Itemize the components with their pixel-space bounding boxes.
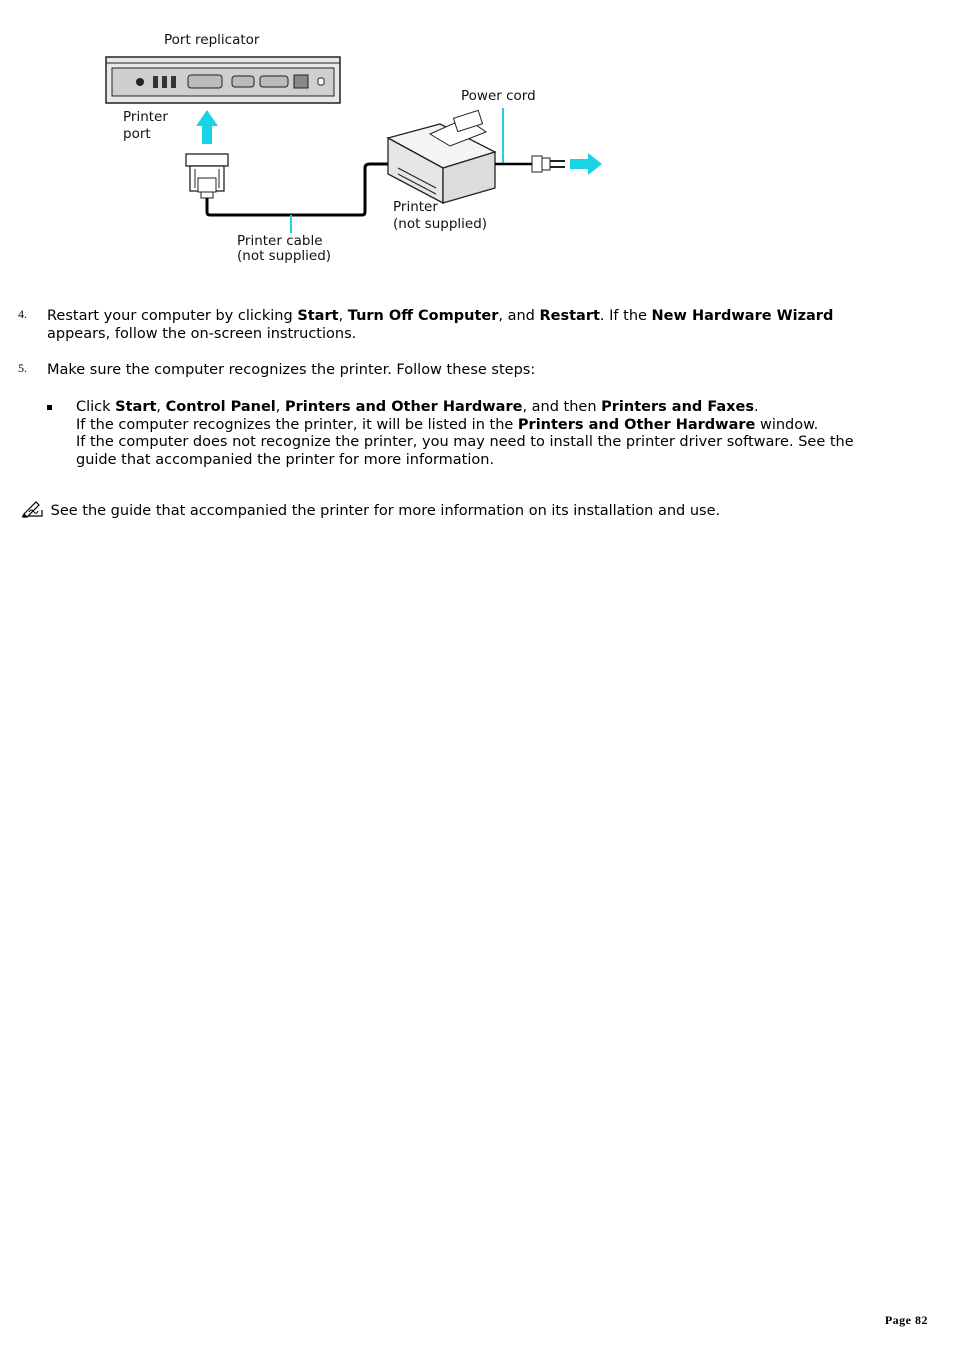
step-number: 4. xyxy=(18,307,27,321)
turn-off-computer-term: Turn Off Computer xyxy=(347,308,499,324)
printer-connection-figure xyxy=(100,28,620,273)
plug-icon xyxy=(532,156,565,172)
printers-faxes-term: Printers and Faxes xyxy=(601,399,754,415)
step-text: Make sure the computer recognizes the printer. Follow these steps: xyxy=(47,362,536,378)
power-cord-label: Power cord xyxy=(461,88,536,104)
step-text: Restart your computer by clicking Start, Turn Off Computer, and Restart. If the New Hardware Wizard appears, follow the on-screen instructions. xyxy=(47,308,834,342)
new-hardware-wizard-term: New Hardware Wizard xyxy=(651,308,834,324)
printers-hardware-term: Printers and Other Hardware xyxy=(285,399,523,415)
cable-not-supplied-label: (not supplied) xyxy=(237,248,332,264)
printer-drawing xyxy=(388,110,495,203)
substep-text: Click Start, Control Panel, Printers and Other Hardware, and then Printers and Faxes. If the computer recognizes the printer, it will be listed in the Printers and Other Hardware window. If the computer does not recognize the printer, you may need to install the printer driver software. See the guide that accompanied the printer for more information. xyxy=(76,399,896,469)
up-arrow-icon xyxy=(196,110,218,144)
step-number: 5. xyxy=(18,361,27,375)
page-number: Page 82 xyxy=(884,1313,928,1327)
port-replicator-drawing xyxy=(106,57,340,103)
printer-cable-label: Printer cable xyxy=(237,233,323,249)
cable-connector-drawing xyxy=(186,154,228,198)
right-arrow-icon xyxy=(570,153,602,175)
note-pencil-icon xyxy=(20,500,46,518)
control-panel-term: Control Panel xyxy=(165,399,276,415)
printers-hardware-window-term: Printers and Other Hardware xyxy=(517,416,756,433)
bullet-icon xyxy=(47,405,52,410)
restart-term: Restart xyxy=(539,308,600,324)
start-term: Start xyxy=(115,399,157,415)
printer-not-supplied-label: (not supplied) xyxy=(393,216,488,232)
connection-diagram xyxy=(100,28,620,273)
printer-cable-line xyxy=(207,164,388,215)
start-term: Start xyxy=(297,308,339,324)
printer-port-label: Printer xyxy=(123,109,168,125)
printer-label: Printer xyxy=(393,199,438,215)
port-replicator-label: Port replicator xyxy=(164,32,260,48)
note-text: See the guide that accompanied the printer for more information on its installation and use. xyxy=(50,503,721,519)
printer-port-label-line2: port xyxy=(123,126,151,142)
driver-note-text: If the computer does not recognize the printer, you may need to install the printer driver software. See the guide that accompanied the printer for more information. xyxy=(76,434,854,468)
note-row xyxy=(20,500,720,521)
